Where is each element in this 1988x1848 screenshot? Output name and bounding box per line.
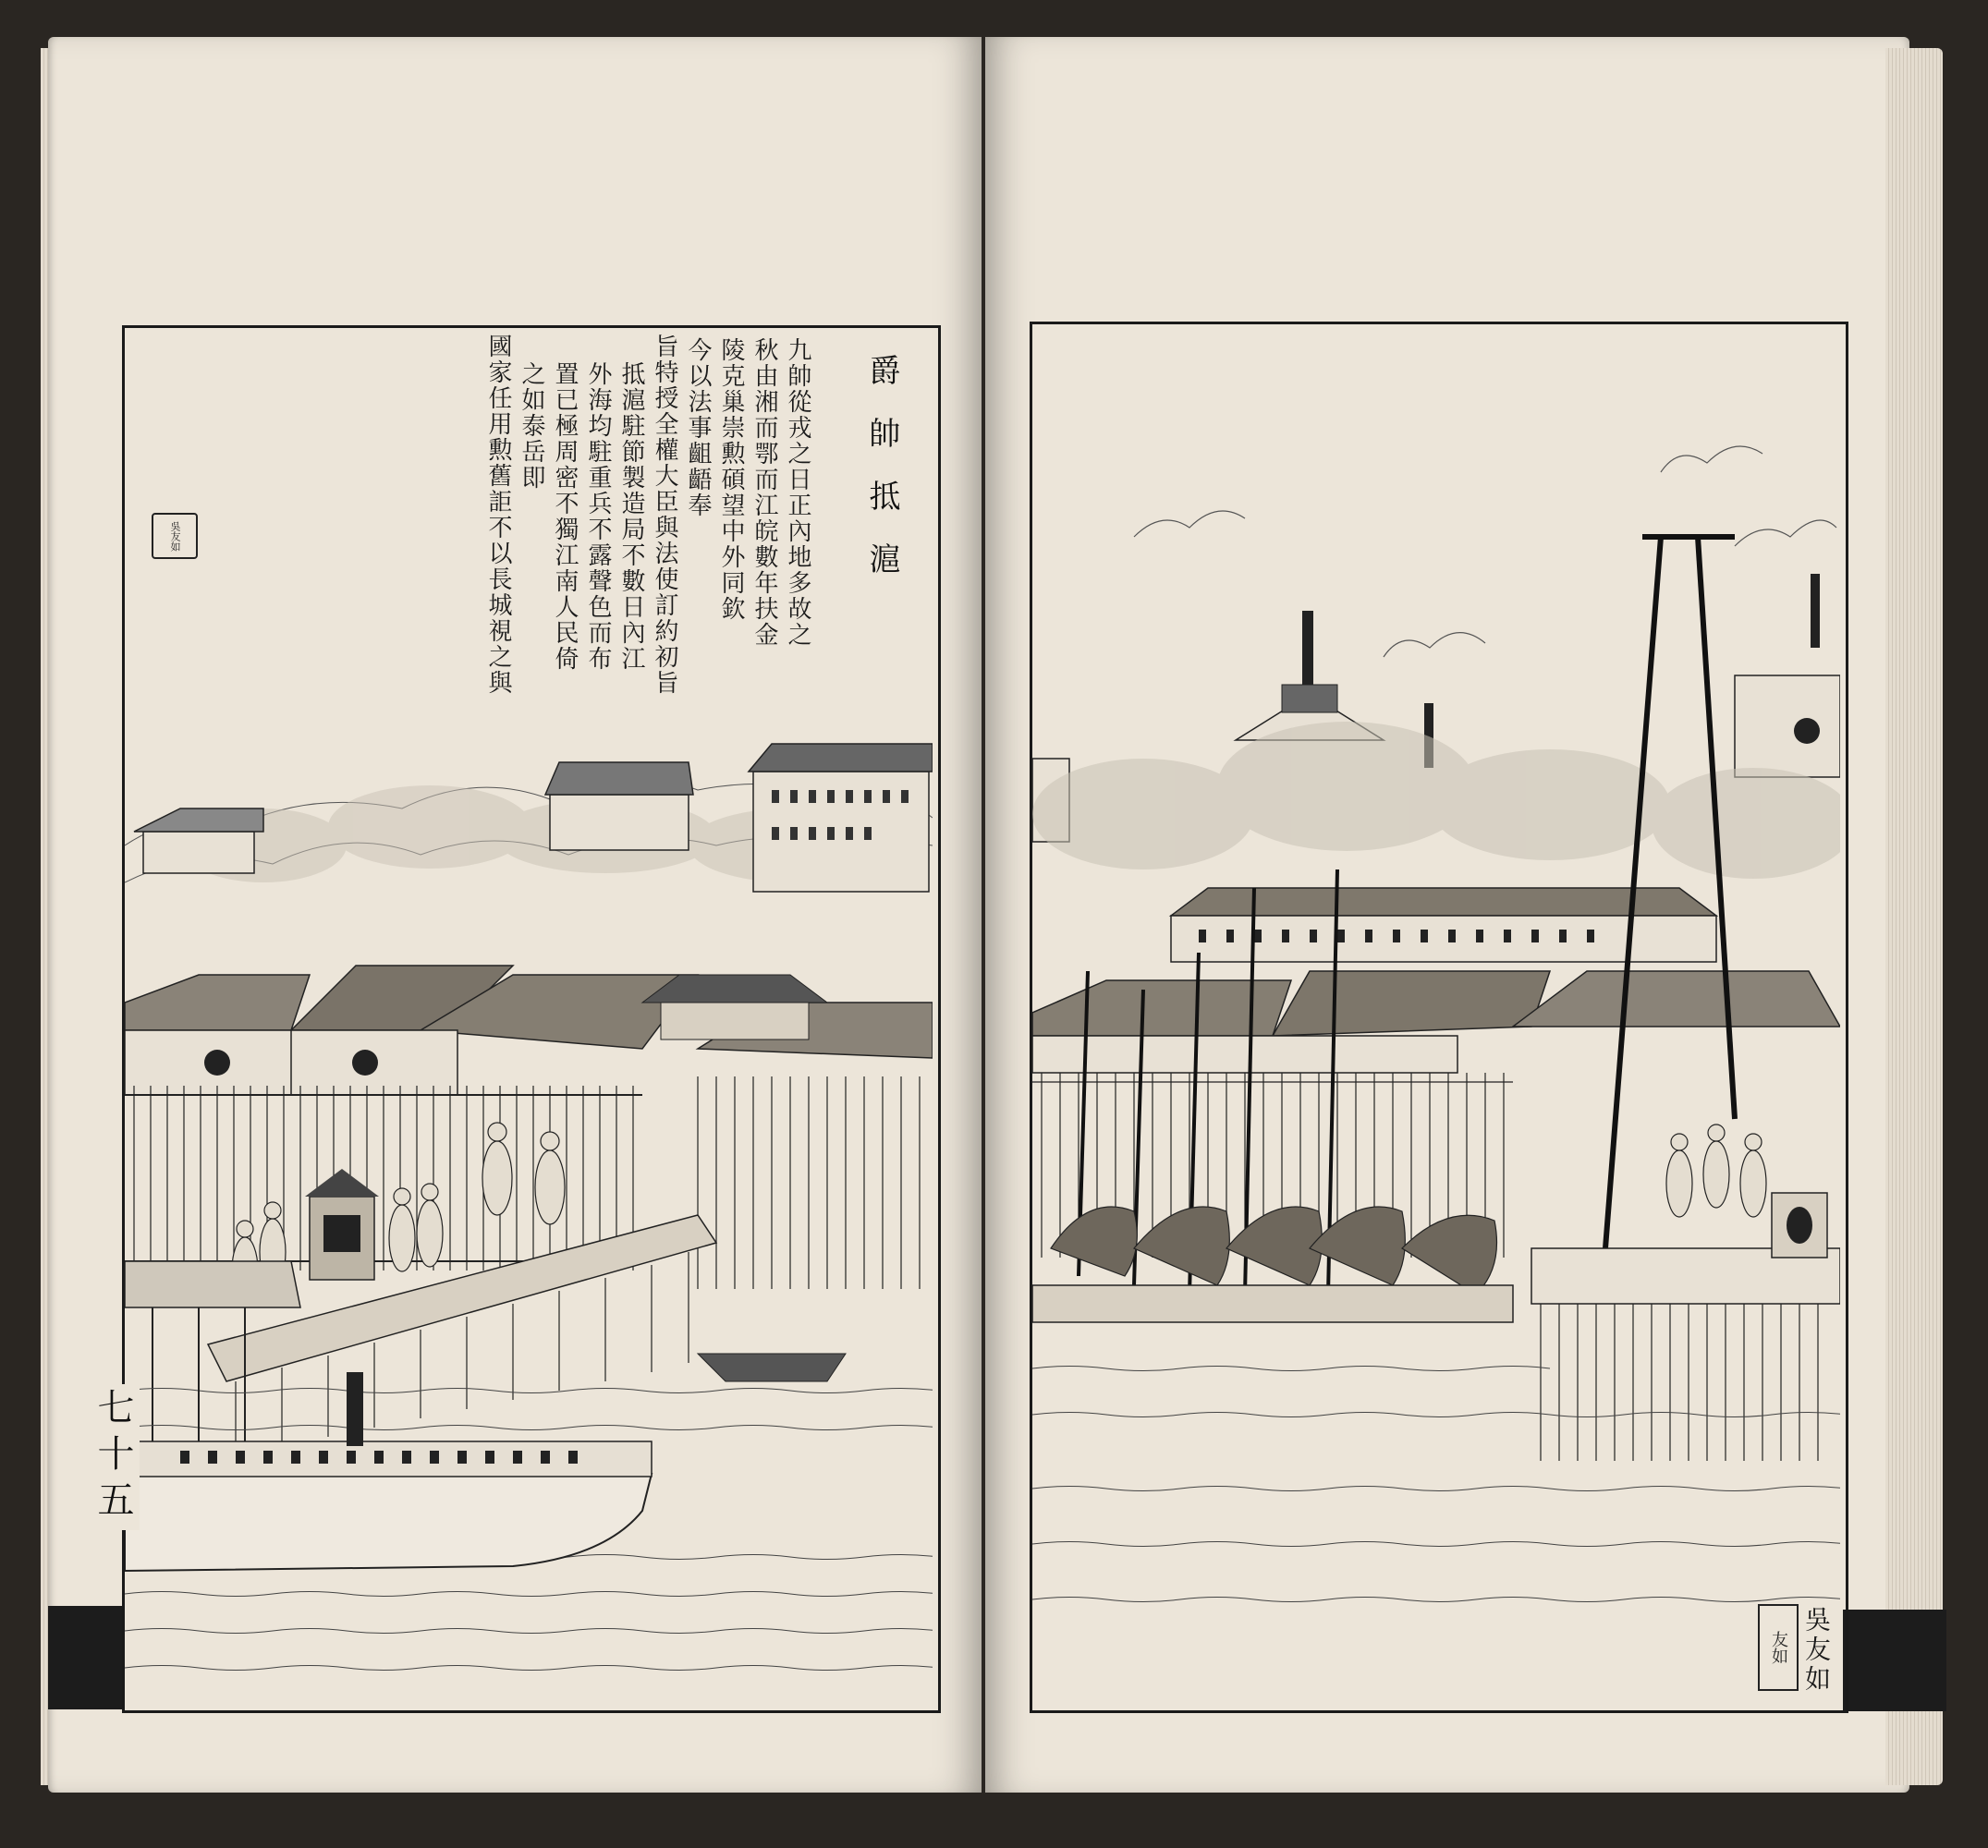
- page-edges-right: [1885, 48, 1943, 1785]
- left-edge-band: [48, 1606, 122, 1709]
- inscription-column-4: 今以法事齟齬奉: [684, 337, 712, 518]
- inscription-block: [139, 334, 906, 725]
- right-edge-band: [1843, 1610, 1946, 1711]
- inscription-column-6: 抵滬駐節製造局不數日內江: [617, 361, 645, 672]
- inscription-column-9: 之如泰岳即: [518, 361, 545, 491]
- artist-signature-seal: 友如: [1758, 1604, 1799, 1691]
- artist-signature: 吳友如: [1801, 1606, 1832, 1695]
- inscription-column-7: 外海均駐重兵不露聲色而布: [584, 361, 612, 672]
- inscription-column-8: 置已極周密不獨江南人民倚: [551, 361, 579, 672]
- artist-seal: 吳友如: [152, 513, 198, 559]
- inscription-column-2: 秋由湘而鄂而江皖數年扶金: [750, 337, 778, 648]
- page-number: 七十五: [87, 1384, 140, 1530]
- right-illustration: [1032, 324, 1840, 1705]
- inscription-column-5: 旨特授全權大臣與法使訂約初旨: [651, 334, 678, 696]
- inscription-column-3: 陵克巢崇勲碩望中外同欽: [717, 337, 745, 622]
- inscription-title: 爵帥抵滬: [863, 354, 900, 605]
- inscription-column-1: 九帥從戎之日正內地多故之: [784, 337, 811, 648]
- inscription-column-10: 國家任用勲舊詎不以長城視之與: [484, 334, 512, 696]
